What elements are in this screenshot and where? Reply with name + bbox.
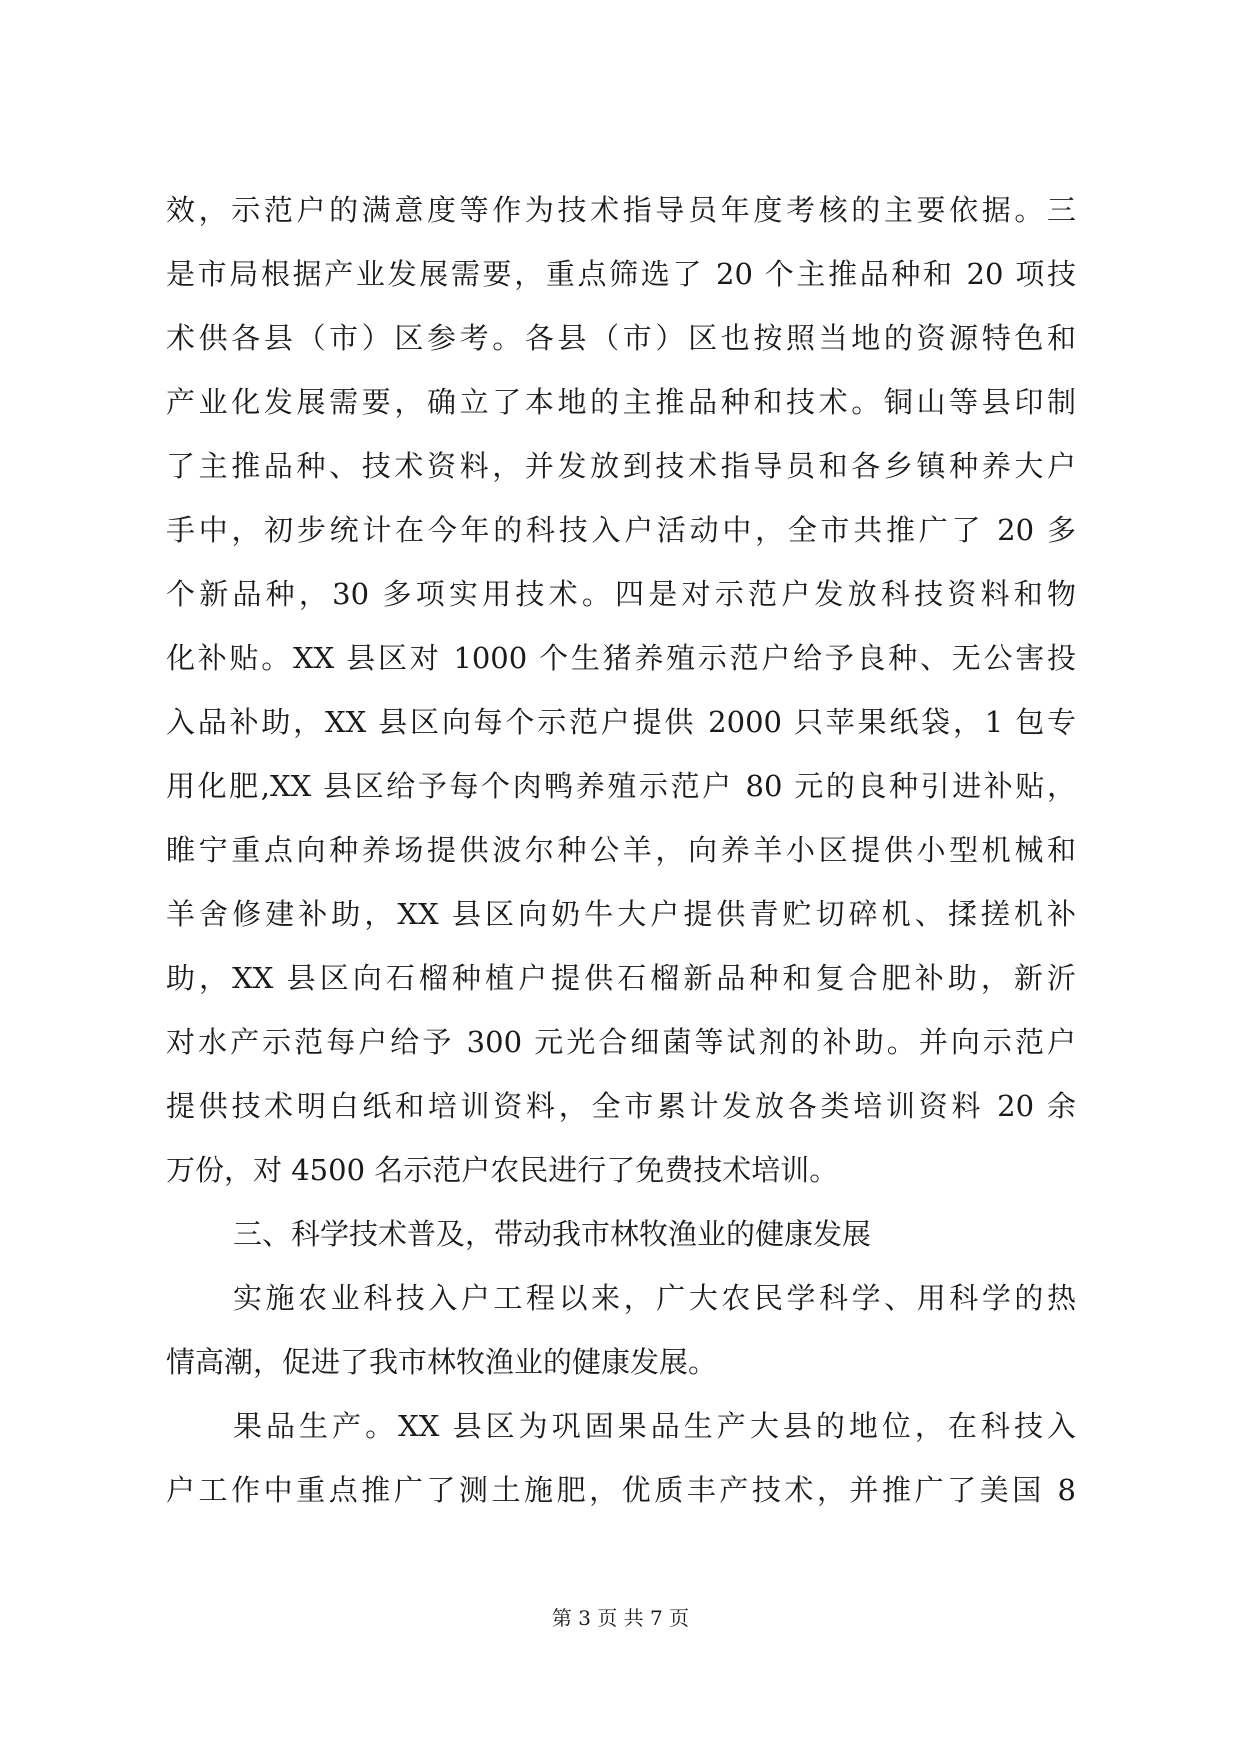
text-line: 用化肥,XX 县区给予每个肉鸭养殖示范户 80 元的良种引进补贴， bbox=[166, 769, 1076, 803]
section-heading: 三、科学技术普及，带动我市林牧渔业的健康发展 bbox=[233, 1217, 872, 1251]
text-line: 情高潮，促进了我市林牧渔业的健康发展。 bbox=[166, 1345, 718, 1379]
text-line: 对水产示范每户给予 300 元光合细菌等试剂的补助。并向示范户 bbox=[166, 1025, 1076, 1059]
text-line: 果品生产。XX 县区为巩固果品生产大县的地位，在科技入 bbox=[233, 1409, 1076, 1443]
text-line: 提供技术明白纸和培训资料，全市累计发放各类培训资料 20 余 bbox=[166, 1089, 1076, 1123]
text-line: 是市局根据产业发展需要，重点筛选了 20 个主推品种和 20 项技 bbox=[166, 257, 1076, 291]
text-line: 化补贴。XX 县区对 1000 个生猪养殖示范户给予良种、无公害投 bbox=[166, 641, 1076, 675]
text-line: 入品补助，XX 县区向每个示范户提供 2000 只苹果纸袋，1 包专 bbox=[166, 705, 1076, 739]
text-line: 助，XX 县区向石榴种植户提供石榴新品种和复合肥补助，新沂 bbox=[166, 961, 1076, 995]
text-line: 睢宁重点向种养场提供波尔种公羊，向养羊小区提供小型机械和 bbox=[166, 833, 1076, 867]
text-line: 户工作中重点推广了测土施肥，优质丰产技术，并推广了美国 8 bbox=[166, 1473, 1076, 1507]
text-line: 术供各县（市）区参考。各县（市）区也按照当地的资源特色和 bbox=[166, 321, 1076, 355]
text-line: 万份，对 4500 名示范户农民进行了免费技术培训。 bbox=[166, 1153, 839, 1187]
text-line: 产业化发展需要，确立了本地的主推品种和技术。铜山等县印制 bbox=[166, 385, 1076, 419]
text-line: 羊舍修建补助，XX 县区向奶牛大户提供青贮切碎机、揉搓机补 bbox=[166, 897, 1076, 931]
text-line: 了主推品种、技术资料，并发放到技术指导员和各乡镇种养大户 bbox=[166, 449, 1076, 483]
text-line: 效，示范户的满意度等作为技术指导员年度考核的主要依据。三 bbox=[166, 193, 1076, 227]
text-line: 实施农业科技入户工程以来，广大农民学科学、用科学的热 bbox=[233, 1281, 1076, 1315]
text-line: 手中，初步统计在今年的科技入户活动中，全市共推广了 20 多 bbox=[166, 513, 1076, 547]
page-footer: 第 3 页 共 7 页 bbox=[551, 1606, 690, 1630]
text-line: 个新品种，30 多项实用技术。四是对示范户发放科技资料和物 bbox=[166, 577, 1076, 611]
